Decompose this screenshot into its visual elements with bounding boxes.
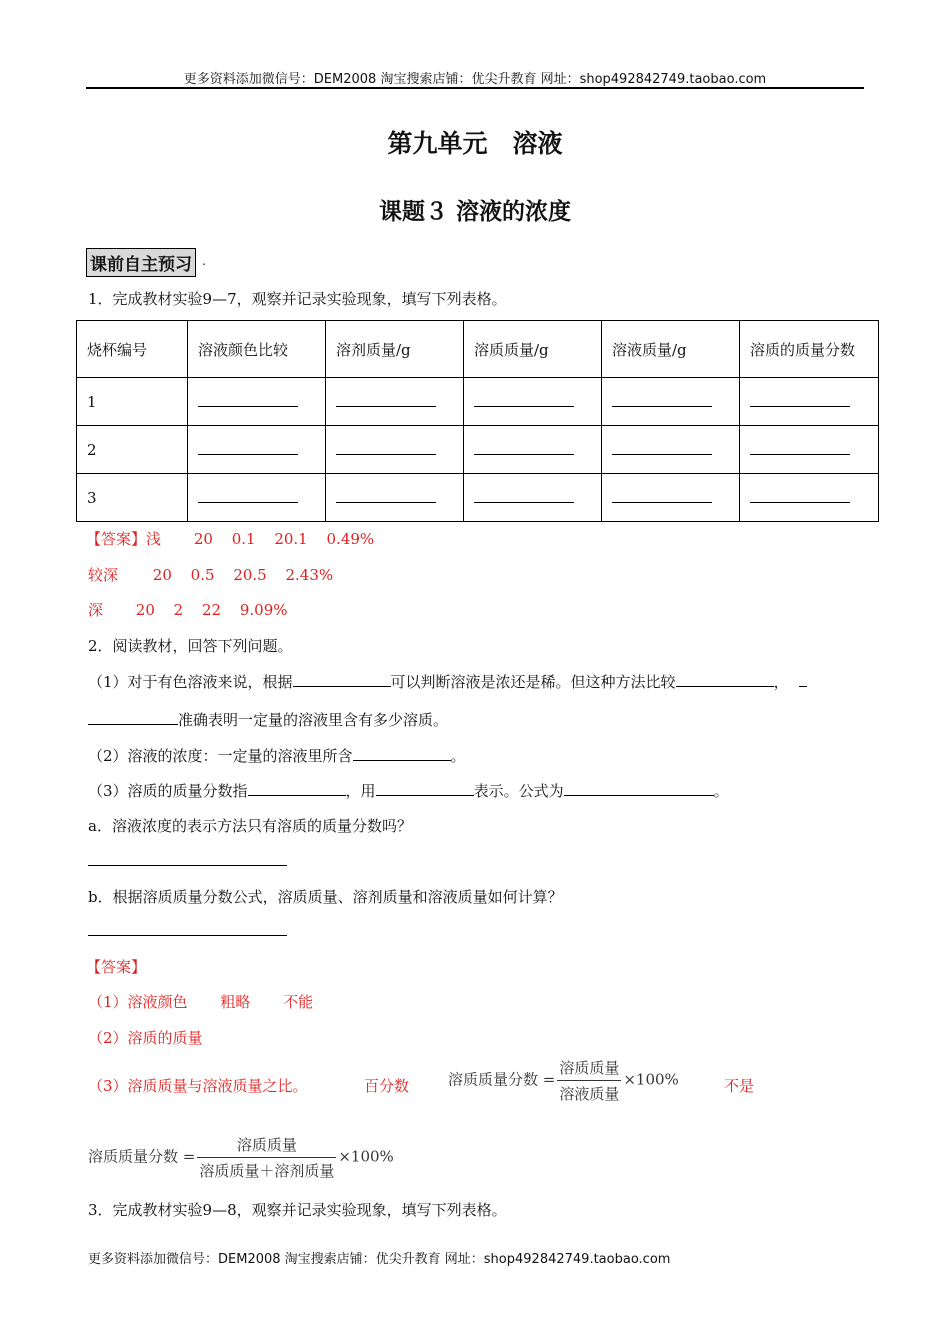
q1-table <box>76 320 879 522</box>
answer-blank[interactable] <box>740 378 879 426</box>
table-row <box>77 426 879 474</box>
answer-blank[interactable] <box>248 781 346 796</box>
answer-blank[interactable] <box>376 781 474 796</box>
beaker-number: 3 <box>77 474 188 522</box>
answer-value: 20.5 <box>233 566 267 584</box>
answer-blank[interactable] <box>188 378 326 426</box>
q2-intro: 2．阅读教材，回答下列问题。 <box>88 637 293 655</box>
answer-blank[interactable] <box>464 426 602 474</box>
q3-text: 3．完成教材实验9—8，观察并记录实验现象，填写下列表格。 <box>88 1201 507 1219</box>
q2-answer-2: （2）溶质的质量 <box>88 1029 203 1047</box>
fraction: $\frac{\text{溶质质量}}{\text{溶质质量＋溶剂质量}}$ <box>199 1136 335 1180</box>
table-header-cell: 溶液质量/g <box>602 321 740 378</box>
answer-blank[interactable] <box>740 474 879 522</box>
section-label: 课前自主预习 <box>86 248 196 277</box>
answer-line-a[interactable] <box>88 865 287 866</box>
q2-answer-1: （1）溶液颜色 粗略 不能 <box>88 993 314 1011</box>
q2-answer-label: 【答案】 <box>86 958 147 976</box>
answer-blank[interactable] <box>88 710 178 725</box>
answer-value: 0.5 <box>190 566 215 584</box>
q2-part-1: （1）对于有色溶液来说，根据 可以判断溶液是浓还是稀。但这种方法比较 ， <box>88 671 807 692</box>
fraction: $\frac{\text{溶质质量}}{\text{溶液质量}}$ <box>559 1059 620 1103</box>
q2-question-b: b．根据溶质质量分数公式，溶质质量、溶剂质量和溶液质量如何计算？ <box>88 888 563 906</box>
answer-value: 2 <box>173 601 184 619</box>
answer-label: 【答案】 <box>86 530 147 548</box>
answer-blank[interactable] <box>602 474 740 522</box>
answer-value: 浅 <box>146 530 162 548</box>
answer-blank[interactable] <box>740 426 879 474</box>
beaker-number: 1 <box>77 378 188 426</box>
table-row <box>77 378 879 426</box>
q2-part-3: （3）溶质的质量分数指 ，用 表示。公式为 。 <box>88 782 729 800</box>
answer-blank[interactable] <box>564 781 714 796</box>
answer-blank[interactable] <box>293 672 391 687</box>
header-rule <box>86 87 864 89</box>
answer-blank[interactable] <box>326 474 464 522</box>
answer-blank[interactable] <box>326 378 464 426</box>
answer-value: 9.09% <box>239 601 288 619</box>
table-header-cell: 溶质的质量分数 <box>740 321 879 378</box>
table-header-cell: 溶剂质量/g <box>326 321 464 378</box>
table-header-cell: 烧杯编号 <box>77 321 188 378</box>
answer-blank[interactable] <box>602 426 740 474</box>
answer-value: 20 <box>152 566 172 584</box>
q2-part-2: （2）溶液的浓度：一定量的溶液里所含 。 <box>88 747 466 765</box>
q1-answer-line-2 <box>88 564 333 585</box>
table-header-cell: 溶液颜色比较 <box>188 321 326 378</box>
formula-mass-fraction: 溶质质量分数 = $\frac{\text{溶质质量}}{\text{溶液质量}}$ ×100% <box>448 1059 679 1103</box>
answer-blank[interactable] <box>464 474 602 522</box>
answer-blank[interactable] <box>799 672 807 687</box>
answer-value: 20 <box>135 601 155 619</box>
answer-value: 较深 <box>88 566 119 584</box>
answer-value: 0.49% <box>326 530 375 548</box>
q1-text: 1．完成教材实验9—7，观察并记录实验现象，填写下列表格。 <box>88 290 507 308</box>
section-mark: . <box>202 254 206 268</box>
q1-answer-line-1 <box>86 528 374 549</box>
topic-title: 课题３ 溶液的浓度 <box>378 199 571 225</box>
answer-blank[interactable] <box>676 672 774 687</box>
table-header-row <box>77 321 879 378</box>
page-footer: 更多资料添加微信号：DEM2008 淘宝搜索店铺：优尖升教育 网址：shop492842749.taobao.com <box>88 1252 671 1267</box>
answer-value: 20 <box>193 530 213 548</box>
q2-answer-3: （3）溶质质量与溶液质量之比。 <box>88 1077 308 1095</box>
answer-value: 深 <box>88 601 104 619</box>
q1-answer-line-3 <box>88 599 288 620</box>
answer-value: 20.1 <box>274 530 308 548</box>
answer-value: 22 <box>202 601 222 619</box>
answer-blank[interactable] <box>464 378 602 426</box>
formula-mass-fraction-expanded: 溶质质量分数 = $\frac{\text{溶质质量}}{\text{溶质质量＋溶剂质量}}$ ×100% <box>88 1136 394 1180</box>
answer-blank[interactable] <box>188 426 326 474</box>
answer-blank[interactable] <box>188 474 326 522</box>
unit-title: 第九单元 溶液 <box>387 129 563 158</box>
answer-blank[interactable] <box>353 746 451 761</box>
q2-part-1-cont: 准确表明一定量的溶液里含有多少溶质。 <box>88 709 448 730</box>
answer-blank[interactable] <box>326 426 464 474</box>
beaker-number: 2 <box>77 426 188 474</box>
answer-value: 2.43% <box>285 566 334 584</box>
answer-line-b[interactable] <box>88 935 287 936</box>
answer-value: 0.1 <box>231 530 256 548</box>
table-row <box>77 474 879 522</box>
q2-answer-3-no: 不是 <box>724 1077 755 1095</box>
q2-answer-3-percent: 百分数 <box>364 1077 410 1095</box>
q2-question-a: a．溶液浓度的表示方法只有溶质的质量分数吗？ <box>88 817 412 835</box>
answer-blank[interactable] <box>602 378 740 426</box>
page-header: 更多资料添加微信号：DEM2008 淘宝搜索店铺：优尖升教育 网址：shop492842749.taobao.com <box>183 72 767 87</box>
table-header-cell: 溶质质量/g <box>464 321 602 378</box>
